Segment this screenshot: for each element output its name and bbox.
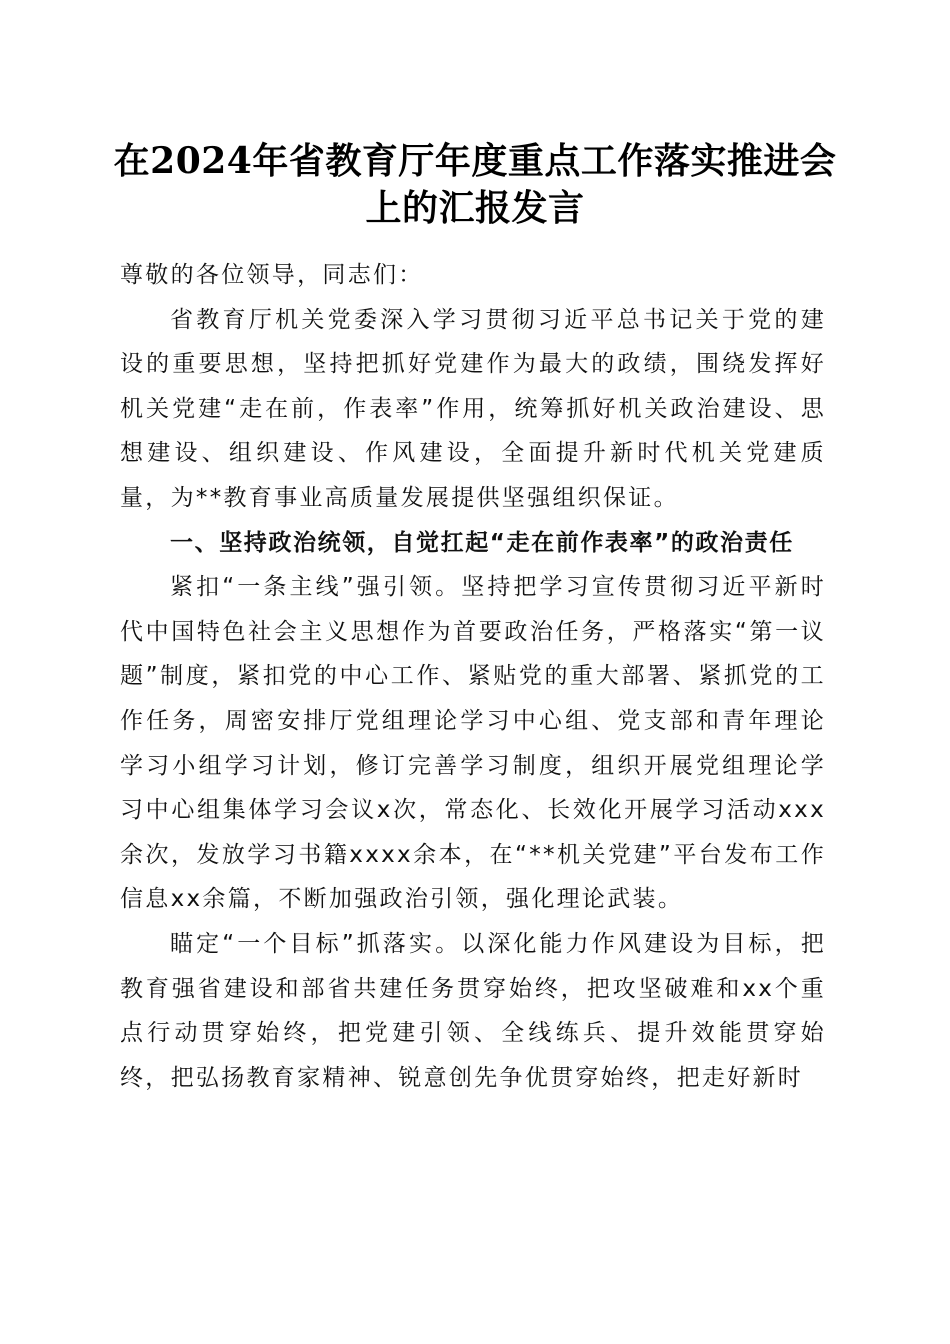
section-heading-1: 一、坚持政治统领，自觉扛起“走在前作表率”的政治责任 <box>170 529 794 556</box>
salutation: 尊敬的各位领导，同志们： <box>120 262 424 288</box>
title-line-1: 在2024年省教育厅年度重点工作落实推进会 <box>113 140 837 182</box>
document-body <box>120 253 826 1100</box>
section1-paragraph-2: 瞄定“一个目标”抓落实。以深化能力作风建设为目标，把教育强省建设和部省共建任务贯穿始终，把攻坚破难和xx个重点行动贯穿始终，把党建引领、全线练兵、提升效能贯穿始终，把弘扬教育家精神、锐意创先争优贯穿始终，把走好新时 <box>120 930 826 1091</box>
title-line-2: 上的汇报发言 <box>365 187 585 229</box>
intro-paragraph: 省教育厅机关党委深入学习贯彻习近平总书记关于党的建设的重要思想，坚持把抓好党建作为最大的政绩，围绕发挥好机关党建“走在前，作表率”作用，统筹抓好机关政治建设、思想建设、组织建设、作风建设，全面提升新时代机关党建质量，为**教育事业高质量发展提供坚强组织保证。 <box>120 306 826 511</box>
document-title <box>100 138 850 232</box>
section1-paragraph-1: 紧扣“一条主线”强引领。坚持把学习宣传贯彻习近平新时代中国特色社会主义思想作为首要政治任务，严格落实“第一议题”制度，紧扣党的中心工作、紧贴党的重大部署、紧抓党的工作任务，周密安排厅党组理论学习中心组、党支部和青年理论学习小组学习计划，修订完善学习制度，组织开展党组理论学习中心组集体学习会议x次，常态化、长效化开展学习活动xxx余次，发放学习书籍xxxx余本，在“**机关党建”平台发布工作信息xx余篇，不断加强政治引领，强化理论武装。 <box>120 574 826 913</box>
